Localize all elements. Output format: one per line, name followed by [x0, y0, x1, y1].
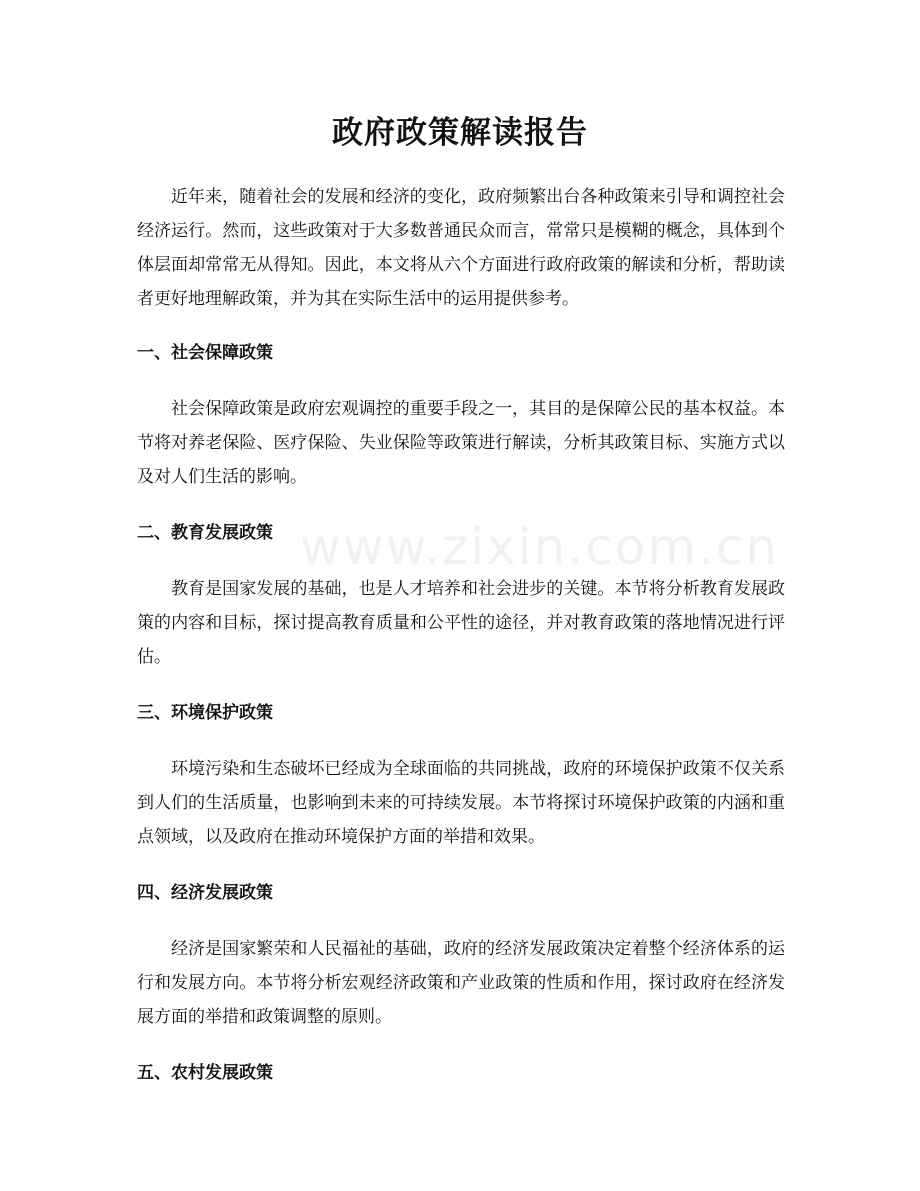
- section-body-environment: 环境污染和生态破坏已经成为全球面临的共同挑战，政府的环境保护政策不仅关系到人们的生活质量，也影响到未来的可持续发展。本节将探讨环境保护政策的内涵和重点领域，以及政府在推动环境保护方面的举措和效果。: [137, 759, 785, 847]
- section-heading-education: 二、教育发展政策: [137, 523, 273, 543]
- section-heading-economy: 四、经济发展政策: [137, 883, 273, 903]
- section-body-education: 教育是国家发展的基础，也是人才培养和社会进步的关键。本节将分析教育发展政策的内容和目标，探讨提高教育质量和公平性的途径，并对教育政策的落地情况进行评估。: [137, 579, 785, 667]
- section-body-economy: 经济是国家繁荣和人民福祉的基础，政府的经济发展政策决定着整个经济体系的运行和发展方向。本节将分析宏观经济政策和产业政策的性质和作用，探讨政府在经济发展方面的举措和政策调整的原则。: [137, 939, 785, 1027]
- document-body: [137, 180, 785, 1112]
- watermark: www.zixin.com.cn: [300, 518, 780, 576]
- document-title: 政府政策解读报告: [332, 115, 588, 151]
- section-heading-social-security: 一、社会保障政策: [137, 343, 273, 363]
- intro-paragraph: 近年来，随着社会的发展和经济的变化，政府频繁出台各种政策来引导和调控社会经济运行。然而，这些政策对于大多数普通民众而言，常常只是模糊的概念，具体到个体层面却常常无从得知。因此，本文将从六个方面进行政府政策的解读和分析，帮助读者更好地理解政策，并为其在实际生活中的运用提供参考。: [137, 187, 785, 309]
- section-body-social-security: 社会保障政策是政府宏观调控的重要手段之一，其目的是保障公民的基本权益。本节将对养老保险、医疗保险、失业保险等政策进行解读，分析其政策目标、实施方式以及对人们生活的影响。: [137, 399, 785, 487]
- section-heading-environment: 三、环境保护政策: [137, 703, 273, 723]
- section-heading-rural: 五、农村发展政策: [137, 1063, 273, 1083]
